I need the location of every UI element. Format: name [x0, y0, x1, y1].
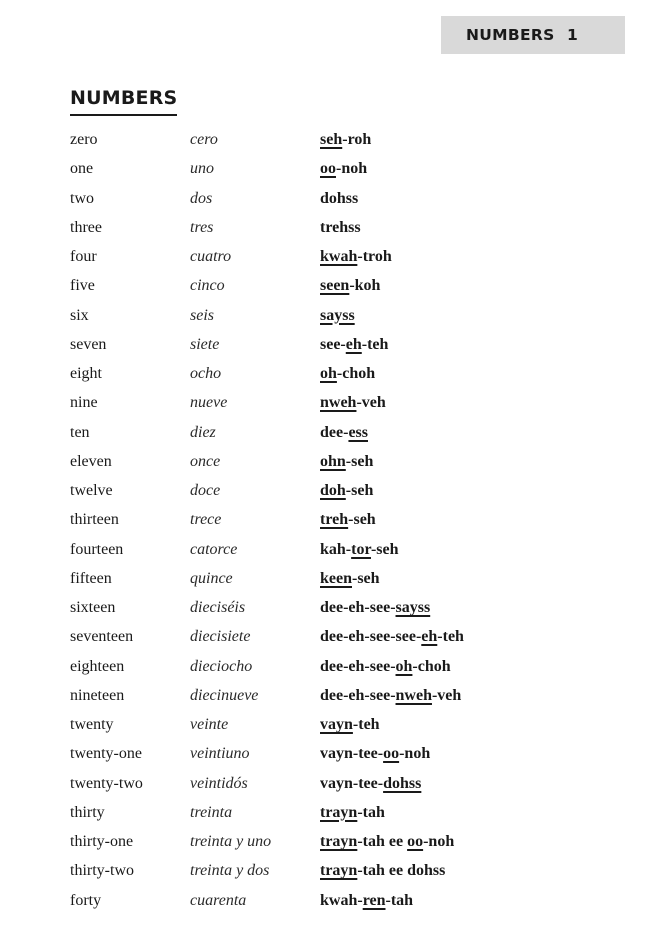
- spanish-word: quince: [190, 569, 233, 587]
- stressed-syllable: oh: [395, 657, 413, 675]
- pronunciation: [320, 652, 451, 681]
- vocab-row: [0, 564, 650, 593]
- stressed-syllable: ren: [362, 891, 386, 909]
- english-word: fourteen: [70, 540, 124, 558]
- vocab-row: [0, 301, 650, 330]
- vocab-row: [0, 125, 650, 154]
- vocab-row: [0, 622, 650, 651]
- syllable: -teh: [437, 628, 464, 646]
- pronunciation: [320, 710, 380, 739]
- syllable: dee-eh-see-: [320, 599, 396, 616]
- spanish-word: cero: [190, 131, 218, 148]
- stressed-syllable: oo: [383, 745, 400, 763]
- stressed-syllable: eh: [345, 335, 362, 353]
- vocab-row: [0, 154, 650, 183]
- syllable: vayn-tee-: [320, 745, 384, 763]
- english-word: two: [70, 189, 94, 207]
- syllable: kah-: [320, 540, 352, 558]
- spanish-word: veinte: [190, 716, 229, 733]
- vocab-row: [0, 271, 650, 300]
- english-word: twenty: [70, 716, 114, 733]
- stressed-syllable: sayss: [395, 599, 431, 616]
- syllable: -choh: [336, 365, 376, 382]
- syllable: -veh: [431, 686, 462, 704]
- spanish-word: dieciséis: [190, 599, 246, 616]
- syllable: kwah-: [320, 891, 363, 909]
- syllable: -roh: [342, 131, 372, 148]
- pronunciation: [320, 535, 399, 564]
- pronunciation: [320, 301, 355, 330]
- pronunciation: [320, 886, 413, 915]
- english-word: seventeen: [70, 628, 134, 646]
- spanish-word: cuarenta: [190, 891, 247, 909]
- english-word: twelve: [70, 482, 113, 499]
- english-word: zero: [70, 131, 98, 148]
- english-word: one: [70, 160, 94, 178]
- stressed-syllable: dohss: [383, 774, 422, 792]
- spanish-word: catorce: [190, 540, 238, 558]
- english-word: eighteen: [70, 657, 125, 675]
- running-header-title: NUMBERS: [466, 26, 555, 44]
- syllable: dee-eh-see-: [320, 686, 396, 704]
- syllable: -tah ee: [357, 833, 408, 850]
- english-word: twenty-two: [70, 774, 143, 792]
- vocab-row: [0, 213, 650, 242]
- spanish-word: treinta: [190, 803, 233, 821]
- pronunciation: [320, 769, 421, 798]
- vocab-row: [0, 330, 650, 359]
- syllable: dee-eh-see-see-: [320, 628, 422, 646]
- stressed-syllable: tor: [351, 540, 371, 558]
- stressed-syllable: sayss: [320, 306, 355, 324]
- english-word: nineteen: [70, 686, 125, 704]
- spanish-word: ocho: [190, 365, 222, 382]
- stressed-syllable: trayn: [320, 803, 358, 821]
- stressed-syllable: kwah: [320, 248, 358, 265]
- syllable: -choh: [412, 657, 451, 675]
- pronunciation: [320, 856, 445, 885]
- english-word: sixteen: [70, 599, 116, 616]
- syllable: -seh: [370, 540, 399, 558]
- stressed-syllable: nweh: [395, 686, 432, 704]
- stressed-syllable: trayn: [320, 862, 358, 880]
- pronunciation: [320, 213, 361, 242]
- stressed-syllable: nweh: [320, 394, 357, 412]
- pronunciation: [320, 359, 375, 388]
- spanish-word: dieciocho: [190, 657, 253, 675]
- stressed-syllable: seen: [320, 277, 350, 295]
- vocab-row: [0, 886, 650, 915]
- english-word: eight: [70, 365, 102, 382]
- english-word: eleven: [70, 452, 112, 470]
- running-header-tab: [441, 16, 625, 54]
- spanish-word: seis: [190, 306, 214, 324]
- pronunciation: [320, 418, 368, 447]
- syllable: -troh: [357, 248, 392, 265]
- syllable: -noh: [336, 160, 368, 178]
- spanish-word: dos: [190, 189, 213, 207]
- pronunciation: [320, 330, 388, 359]
- spanish-word: cinco: [190, 277, 225, 295]
- english-word: fifteen: [70, 569, 112, 587]
- syllable: -seh: [345, 452, 374, 470]
- pronunciation: [320, 447, 373, 476]
- pronunciation: [320, 739, 430, 768]
- vocab-row: [0, 388, 650, 417]
- pronunciation: [320, 242, 392, 271]
- spanish-word: treinta y uno: [190, 833, 272, 850]
- vocab-row: [0, 652, 650, 681]
- spanish-word: veintiuno: [190, 745, 250, 763]
- english-word: thirty-two: [70, 862, 134, 880]
- stressed-syllable: oo: [320, 160, 336, 178]
- english-word: seven: [70, 335, 107, 353]
- english-word: five: [70, 277, 95, 295]
- vocab-row: [0, 476, 650, 505]
- vocab-row: [0, 242, 650, 271]
- spanish-word: veintidós: [190, 774, 248, 792]
- english-word: thirty-one: [70, 833, 134, 850]
- stressed-syllable: treh: [320, 511, 349, 529]
- pronunciation: [320, 681, 461, 710]
- stressed-syllable: keen: [320, 569, 352, 587]
- pronunciation: [320, 798, 385, 827]
- page-number: 1: [567, 26, 579, 44]
- pronunciation: [320, 476, 373, 505]
- syllable: -seh: [345, 482, 374, 499]
- syllable: trehss: [320, 218, 361, 236]
- spanish-word: tres: [190, 218, 214, 236]
- spanish-word: uno: [190, 160, 214, 178]
- pronunciation: [320, 388, 386, 417]
- syllable: -noh: [399, 745, 431, 763]
- syllable: -tah: [385, 891, 414, 909]
- vocab-row: [0, 505, 650, 534]
- syllable: see-: [320, 335, 346, 353]
- syllable: -veh: [356, 394, 386, 412]
- pronunciation: [320, 184, 358, 213]
- spanish-word: doce: [190, 482, 221, 499]
- stressed-syllable: eh: [421, 628, 438, 646]
- syllable: -tah: [357, 803, 385, 821]
- pronunciation: [320, 593, 430, 622]
- syllable: dohss: [320, 189, 359, 207]
- pronunciation: [320, 622, 464, 651]
- english-word: ten: [70, 423, 90, 441]
- english-word: forty: [70, 891, 102, 909]
- english-word: three: [70, 218, 102, 236]
- stressed-syllable: seh: [320, 131, 343, 148]
- vocab-row: [0, 681, 650, 710]
- syllable: -tah ee dohss: [357, 862, 446, 880]
- vocab-row: [0, 798, 650, 827]
- spanish-word: once: [190, 452, 221, 470]
- pronunciation: [320, 125, 371, 154]
- pronunciation: [320, 271, 380, 300]
- vocab-row: [0, 447, 650, 476]
- stressed-syllable: oh: [320, 365, 337, 382]
- spanish-word: treinta y dos: [190, 862, 270, 880]
- english-word: twenty-one: [70, 745, 142, 763]
- vocab-row: [0, 359, 650, 388]
- spanish-word: diecinueve: [190, 686, 259, 704]
- spanish-word: siete: [190, 335, 220, 353]
- syllable: -seh: [352, 569, 380, 587]
- stressed-syllable: ess: [348, 423, 368, 441]
- pronunciation: [320, 564, 380, 593]
- spanish-word: nueve: [190, 394, 228, 412]
- vocab-row: [0, 535, 650, 564]
- vocab-row: [0, 856, 650, 885]
- vocab-row: [0, 593, 650, 622]
- pronunciation: [320, 827, 454, 856]
- vocab-row: [0, 827, 650, 856]
- stressed-syllable: trayn: [320, 833, 358, 850]
- vocab-row: [0, 710, 650, 739]
- spanish-word: cuatro: [190, 248, 232, 265]
- english-word: four: [70, 248, 97, 265]
- english-word: nine: [70, 394, 98, 412]
- section-title: NUMBERS: [70, 86, 177, 116]
- vocab-row: [0, 769, 650, 798]
- spanish-word: diez: [190, 423, 216, 441]
- stressed-syllable: doh: [320, 482, 346, 499]
- syllable: dee-: [320, 423, 349, 441]
- pronunciation: [320, 505, 376, 534]
- pronunciation: [320, 154, 367, 183]
- syllable: dee-eh-see-: [320, 657, 396, 675]
- spanish-word: trece: [190, 511, 222, 529]
- stressed-syllable: vayn: [320, 716, 353, 733]
- vocab-list: [0, 125, 650, 915]
- stressed-syllable: ohn: [320, 452, 346, 470]
- english-word: six: [70, 306, 89, 324]
- vocab-row: [0, 184, 650, 213]
- english-word: thirty: [70, 803, 105, 821]
- english-word: thirteen: [70, 511, 119, 529]
- vocab-row: [0, 739, 650, 768]
- syllable: -teh: [361, 335, 389, 353]
- vocab-row: [0, 418, 650, 447]
- syllable: -koh: [349, 277, 381, 295]
- syllable: -noh: [423, 833, 455, 850]
- syllable: vayn-tee-: [320, 774, 384, 792]
- stressed-syllable: oo: [407, 833, 424, 850]
- syllable: -teh: [352, 716, 380, 733]
- syllable: -seh: [348, 511, 376, 529]
- spanish-word: diecisiete: [190, 628, 251, 646]
